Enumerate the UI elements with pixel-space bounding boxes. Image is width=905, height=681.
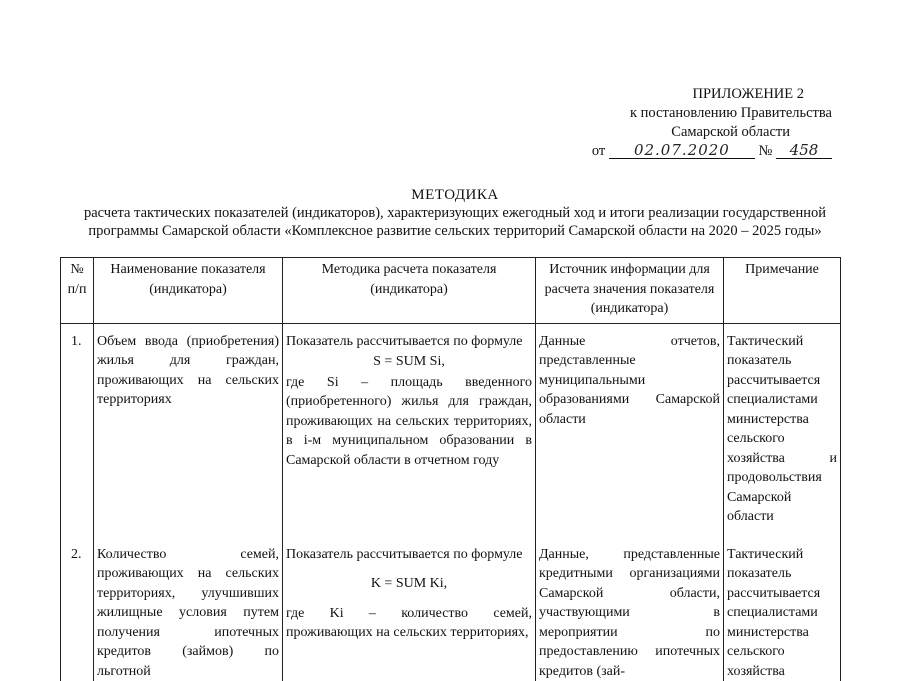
method-explanation: где Ki – количество семей, проживающих на сельских территориях, (286, 606, 532, 641)
note: Тактический показатель рассчитывается специалистами министерства сельского хозяйства (724, 537, 841, 681)
row-number: 2. (61, 537, 94, 681)
document-subtitle: расчета тактических показателей (индикаторов), характеризующих ежегодный ход и итоги реализации государственной программы Самарской области «Комплексное развитие сельских территорий Самарской области на 2020 – 2025 годы» (60, 204, 850, 240)
appendix-date-number-line (560, 142, 832, 161)
handwritten-number: 458 (776, 142, 832, 159)
number-label: № (759, 143, 773, 159)
header-indicator-name: Наименование показателя (индикатора) (94, 258, 283, 324)
document-title: МЕТОДИКА (60, 186, 850, 204)
indicator-name: Объем ввода (приобретения) жилья для граждан, проживающих на сельских территориях (94, 323, 283, 537)
header-calculation-method: Методика расчета показателя (индикатора) (283, 258, 536, 324)
handwritten-date: 02.07.2020 (609, 142, 755, 159)
method-formula: S = SUM Si, (286, 352, 532, 372)
from-label: от (592, 143, 605, 159)
note: Тактический показатель рассчитывается специалистами министерства сельского хозяйства и продовольствия Самарской области (724, 323, 841, 537)
calculation-method (283, 323, 536, 537)
document-title-block (60, 186, 850, 240)
header-number: № п/п (61, 258, 94, 324)
table-row (61, 537, 841, 681)
indicators-table (60, 257, 841, 681)
calculation-method (283, 537, 536, 681)
appendix-resolution-line: к постановлению Правительства (560, 104, 832, 123)
table-row (61, 323, 841, 537)
table-header-row (61, 258, 841, 324)
method-formula: K = SUM Ki, (286, 574, 532, 594)
information-source: Данные, представленные кредитными организациями Самарской области, участвующими в мероприятии по предоставлению ипотечных кредитов (зай- (536, 537, 724, 681)
appendix-heading: ПРИЛОЖЕНИЕ 2 (560, 85, 832, 104)
row-number: 1. (61, 323, 94, 537)
method-explanation: где Si – площадь введенного (приобретенного) жилья для граждан, проживающих на сельских территориях, в i-м муниципальном образовании в Самарской области в отчетном году (286, 375, 532, 468)
information-source: Данные отчетов, представленные муниципальными образованиями Самарской области (536, 323, 724, 537)
method-intro: Показатель рассчитывается по формуле (286, 547, 523, 562)
indicator-name: Количество семей, проживающих на сельских территориях, улучшивших жилищные условия путем получения ипотечных кредитов (займов) по льготной (94, 537, 283, 681)
appendix-region-line: Самарской области (560, 123, 832, 142)
header-note: Примечание (724, 258, 841, 324)
approval-block (560, 85, 832, 161)
method-intro: Показатель рассчитывается по формуле (286, 334, 523, 349)
header-information-source: Источник информации для расчета значения показателя (индикатора) (536, 258, 724, 324)
